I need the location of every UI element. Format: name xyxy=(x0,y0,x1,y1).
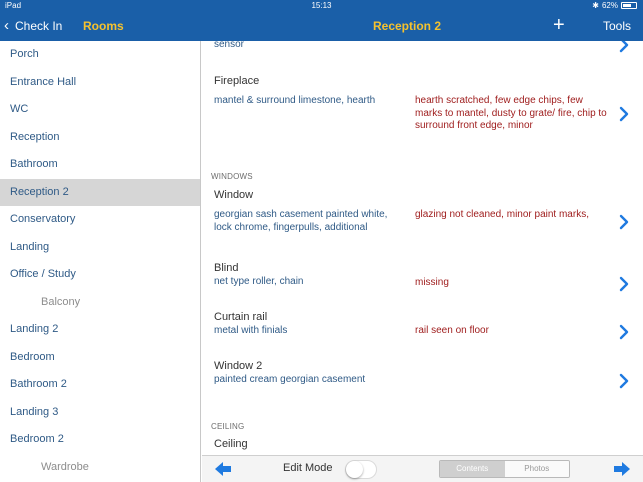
battery-icon xyxy=(621,2,637,9)
tools-button[interactable]: Tools xyxy=(602,19,631,33)
sidebar-item-wardrobe[interactable]: Wardrobe xyxy=(41,460,89,473)
back-button[interactable] xyxy=(4,18,62,33)
sidebar-item-reception-2[interactable]: Reception 2 xyxy=(0,179,200,207)
chevron-right-icon xyxy=(618,276,630,292)
sidebar-item-wc[interactable]: WC xyxy=(10,103,29,115)
section-header-ceiling: CEILING xyxy=(211,422,245,431)
navigation-bar xyxy=(0,12,643,41)
status-right xyxy=(592,1,637,10)
item-condition-note: hearth scratched, few edge chips, few marks to mantel, dusty to grate/ fire, chip to surround front edge, minor xyxy=(415,95,607,131)
arrow-left-icon[interactable] xyxy=(214,461,232,477)
detail-pane xyxy=(202,41,643,455)
sidebar-item-conservatory[interactable]: Conservatory xyxy=(10,213,76,225)
edit-mode-toggle[interactable] xyxy=(345,460,377,479)
back-button-label: Check In xyxy=(15,18,63,33)
segment-photos[interactable]: Photos xyxy=(505,461,570,477)
item-condition-note: missing xyxy=(415,277,449,288)
item-row-window[interactable] xyxy=(202,181,643,243)
chevron-right-icon xyxy=(618,214,630,230)
master-title: Rooms xyxy=(83,19,124,33)
segment-contents[interactable]: Contents xyxy=(440,461,505,477)
battery-percent: 62% xyxy=(601,1,618,10)
status-bar xyxy=(0,0,643,12)
item-description: mantel & surround limestone, hearth xyxy=(214,95,376,106)
arrow-right-icon[interactable] xyxy=(613,461,631,477)
item-title: Window xyxy=(214,189,254,201)
sidebar-item-porch[interactable]: Porch xyxy=(10,48,39,60)
add-button[interactable]: + xyxy=(553,14,565,36)
item-title: Curtain rail xyxy=(214,311,268,323)
chevron-right-icon[interactable] xyxy=(618,41,630,53)
master-nav xyxy=(0,12,201,41)
item-row-blind[interactable] xyxy=(202,256,643,301)
edit-mode-label: Edit Mode xyxy=(283,462,333,474)
item-title: Blind xyxy=(214,262,239,274)
view-segmented-control xyxy=(439,460,570,478)
item-title: Fireplace xyxy=(214,75,260,87)
chevron-left-icon: ‹ xyxy=(4,17,9,34)
status-time: 15:13 xyxy=(311,1,332,10)
sidebar-item-reception[interactable]: Reception xyxy=(10,130,60,143)
item-description: georgian sash casement painted white, lock chrome, fingerpulls, additional xyxy=(214,209,388,233)
toggle-knob xyxy=(346,461,363,478)
item-title: Ceiling xyxy=(214,438,248,450)
item-condition-note: glazing not cleaned, minor paint marks, xyxy=(415,209,589,220)
sidebar-item-entrance-hall[interactable]: Entrance Hall xyxy=(10,75,77,88)
item-row-window-2[interactable] xyxy=(202,354,643,399)
item-row-fireplace[interactable] xyxy=(202,68,643,158)
partial-row-description: sensor xyxy=(214,41,245,50)
bottom-toolbar xyxy=(202,455,643,482)
item-condition-note: rail seen on floor xyxy=(415,325,489,336)
item-description: net type roller, chain xyxy=(214,276,304,287)
sidebar-item-landing[interactable]: Landing xyxy=(10,240,50,253)
item-title: Window 2 xyxy=(214,360,263,372)
chevron-right-icon xyxy=(618,106,630,122)
sidebar-item-office-study[interactable]: Office / Study xyxy=(10,268,76,280)
sidebar-item-bathroom-2[interactable]: Bathroom 2 xyxy=(10,378,67,390)
sidebar-item-balcony[interactable]: Balcony xyxy=(41,295,81,308)
item-description: painted cream georgian casement xyxy=(214,374,366,385)
rooms-sidebar xyxy=(0,41,201,482)
bluetooth-icon: ✱ xyxy=(592,1,599,10)
sidebar-item-bedroom[interactable]: Bedroom xyxy=(10,350,55,363)
device-label: iPad xyxy=(5,1,22,10)
item-row-curtain-rail[interactable] xyxy=(202,305,643,350)
page-title: Reception 2 xyxy=(372,19,441,33)
sidebar-item-landing-3[interactable]: Landing 3 xyxy=(10,405,59,418)
item-description: metal with finials xyxy=(214,325,288,336)
item-row-ceiling[interactable] xyxy=(202,431,643,455)
sidebar-item-bathroom[interactable]: Bathroom xyxy=(10,158,58,170)
sidebar-item-landing-2[interactable]: Landing 2 xyxy=(10,323,59,335)
sidebar-item-bedroom-2[interactable]: Bedroom 2 xyxy=(10,433,64,445)
chevron-right-icon xyxy=(618,373,630,389)
chevron-right-icon xyxy=(618,324,630,340)
section-header-windows: WINDOWS xyxy=(211,172,253,181)
